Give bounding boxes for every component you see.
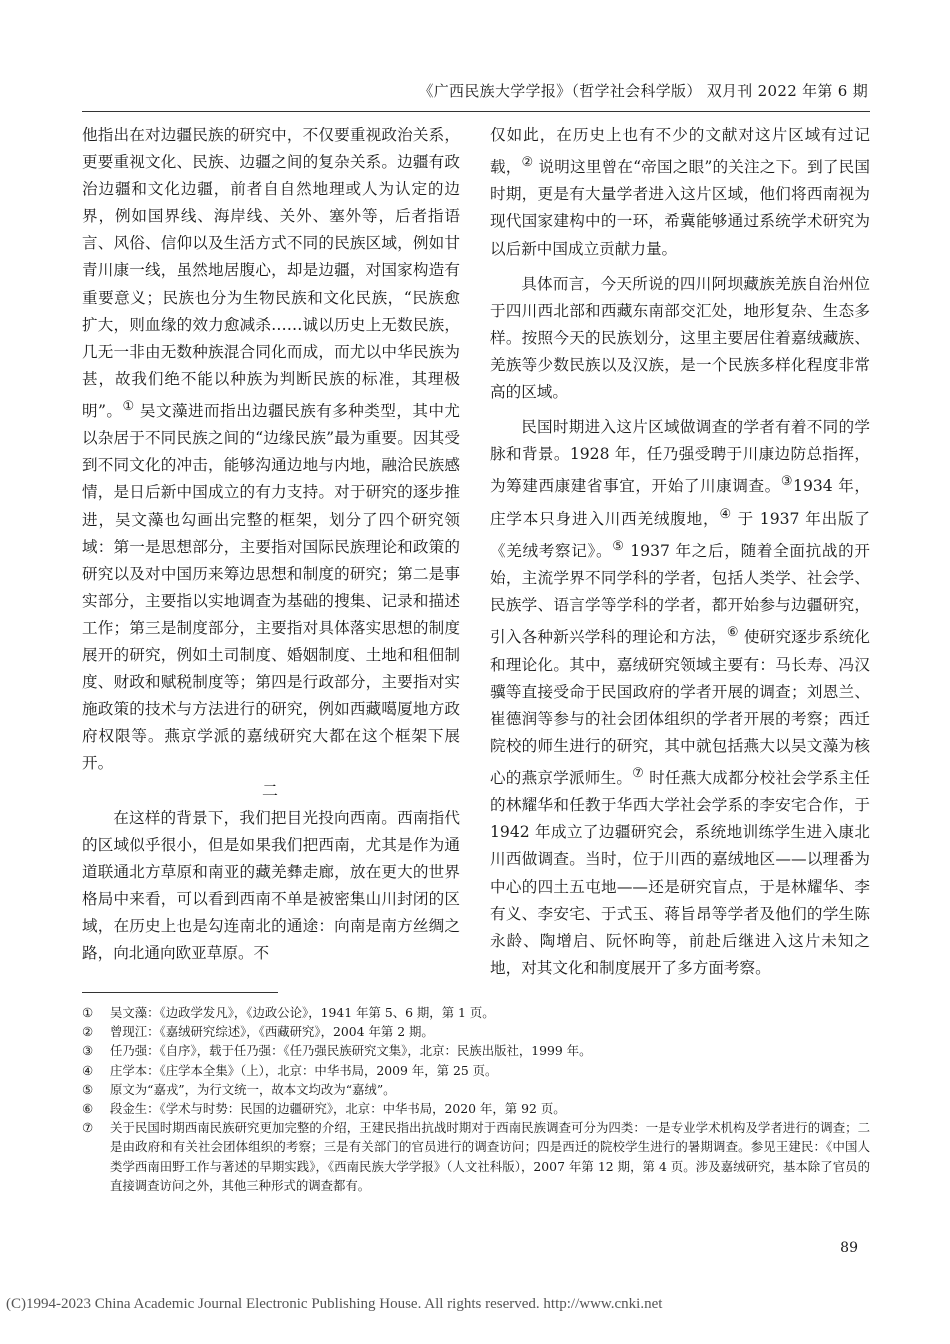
- page-number: 89: [840, 1240, 858, 1256]
- right-para1-text-b: 说明这里曾在“帝国之眼”的关注之下。到了民国时期，更是有大量学者进入这片区域，他们将西南视为现代国家建构中的一环，希冀能够通过系统学术研究为以后新中国成立贡献力量。: [490, 158, 871, 258]
- right-para3-text-e: 使研究逐步系统化和理论化。其中，嘉绒研究领域主要有：马长寿、冯汉骥等直接受命于民国政府的学者开展的调查；刘恩兰、崔德润等参与的社会团体组织的学者开展的考察；西迁院校的师生进行的研究，其中就包括燕大以吴文藻为核心的燕京学派师生。: [490, 628, 870, 788]
- right-para1-text: 仅如此，在历史上也有不少的文献对这片区域有过记载，: [490, 126, 870, 177]
- footnote-mark: ②: [82, 1024, 94, 1040]
- footnote-text: 庄学本：《庄学本全集》（上），北京：中华书局，2009 年，第 25 页。: [110, 1062, 498, 1078]
- footnote: [82, 1080, 870, 1099]
- footnote-separator: [82, 992, 278, 993]
- footnote-mark: ⑥: [82, 1101, 94, 1117]
- footnote-ref-3[interactable]: ③: [780, 474, 794, 490]
- left-para1-text: 他指出在对边疆民族的研究中，不仅要重视政治关系，更要重视文化、民族、边疆之间的复杂关系。边疆有政治边疆和文化边疆，前者自自然地理或人为认定的边界，例如国界线、海岸线、关外、塞外等，后者指语言、风俗、信仰以及生活方式不同的民族区域，例如甘青川康一线，虽然地居腹心，却是边疆，对国家构造有重要意义；民族也分为生物民族和文化民族，“民族愈扩大，则血缘的效力愈减杀……诚以历史上无数民族，几无一非由无数种族混合同化而成，而尤以中华民族为甚，故我们绝不能以种族为判断民族的标准，其理极明”。: [82, 126, 460, 421]
- left-paragraph-1: [82, 122, 460, 777]
- footnote-mark: ⑤: [82, 1081, 94, 1097]
- left-para1-text-b: 吴文藻进而指出边疆民族有多种类型，其中尤以杂居于不同民族之间的“边缘民族”最为重要。因其受到不同文化的冲击，能够沟通边地与内地，融洽民族感情，是日后新中国成立的有力支持。对于研究的逐步推进，吴文藻也勾画出完整的框架，划分了四个研究领域：第一是思想部分，主要指对国际民族理论和政策的研究以及对中国历来筹边思想和制度的研究；第二是事实部分，主要指以实地调查为基础的搜集、记录和描述工作；第三是制度部分，主要指对具体落实思想的制度展开的研究，例如土司制度、婚姻制度、土地和租佃制度、财政和赋税制度等；第四是行政部分，主要指对实施政策的技术与方法进行的研究，例如西藏噶厦地方政府权限等。燕京学派的嘉绒研究大都在这个框架下展开。: [82, 402, 460, 773]
- footnote: [82, 1061, 870, 1080]
- footnote-mark: ⑦: [82, 1120, 94, 1136]
- footnote-text: 曾现江：《嘉绒研究综述》，《西藏研究》，2004 年第 2 期。: [110, 1024, 434, 1040]
- footnote-ref-5[interactable]: ⑤: [612, 538, 625, 554]
- footnote-ref-7[interactable]: ⑦: [632, 766, 644, 781]
- footnote-text: 段金生：《学术与时势：民国的边疆研究》，北京：中华书局，2020 年，第 92 页。: [110, 1101, 566, 1117]
- left-column: [82, 122, 460, 967]
- footnote-text: 吴文藻：《边政学发凡》，《边政公论》，1941 年第 5、6 期，第 1 页。: [110, 1005, 495, 1020]
- left-paragraph-2: 在这样的背景下，我们把目光投向西南。西南指代的区域似乎很小，但是如果我们把西南，尤其是作为通道联通北方草原和南亚的藏羌彝走廊，放在更大的世界格局中来看，可以看到西南不单是被密集山川封闭的区域，在历史上也是勾连南北的通途：向南是南方丝绸之路，向北通向欧亚草原。不: [82, 808, 460, 962]
- header-rule: [82, 111, 870, 112]
- footnote-mark: ③: [82, 1043, 94, 1059]
- footnote: [82, 1099, 870, 1118]
- right-para3-text-f: 时任燕大成都分校社会学系主任的林耀华和任教于华西大学社会学系的李安宅合作，于 1942 年成立了边疆研究会，系统地训练学生进入康北川西做调查。当时，位于川西的嘉绒地区——以理番为中心的四土五屯地——还是研究盲点，于是林耀华、李有义、李安宅、于式玉、蒋旨昂等学者及他们的学生陈永龄、陶增启、阮怀昫等，前赴后继进入这片未知之地，对其文化和制度展开了多方面考察。: [490, 769, 870, 977]
- footnote: [82, 1041, 870, 1060]
- right-paragraph-3: [490, 414, 870, 982]
- right-para3-text-c: 于 1937 年出版了《羌绒考察记》。: [490, 509, 870, 561]
- right-para3-text-a: 民国时期进入这片区域做调查的学者有着不同的学脉和背景。1928 年，任乃强受聘于川康边防总指挥，为筹建西康建省事宜，开始了川康调查。: [490, 418, 870, 496]
- section-heading: 二: [261, 781, 280, 801]
- footnote: [82, 1022, 870, 1041]
- footnote-ref-4[interactable]: ④: [719, 506, 732, 522]
- footnote-text: 任乃强：《自序》，载于任乃强：《任乃强民族研究文集》，北京：民族出版社，1999 年。: [110, 1043, 592, 1059]
- right-paragraph-1: [490, 122, 870, 263]
- copyright-line: (C)1994-2023 China Academic Journal Electronic Publishing House. All rights reserved. http://www.cnki.net: [6, 1296, 663, 1312]
- right-column: [490, 122, 870, 982]
- footnote-mark: ①: [82, 1005, 94, 1020]
- footnote-ref-6[interactable]: ⑥: [726, 625, 739, 641]
- right-para3-text-d: 1937 年之后，随着全面抗战的开始，主流学界不同学科的学者，包括人类学、社会学、民族学、语言学等学科的学者，都开始参与边疆研究，引入各种新兴学科的理论和方法，: [490, 542, 870, 647]
- footnote-ref-1[interactable]: ①: [122, 398, 135, 414]
- footnote-text: 关于民国时期西南民族研究更加完整的介绍，王建民指出抗战时期对于西南民族调查可分为四类：一是专业学术机构及学者进行的调查；二是由政府和有关社会团体组织的考察；三是有关部门的官员进行的调查访问；四是西迁的院校学生进行的暑期调查。参见王建民：《中国人类学西南田野工作与著述的早期实践》，《西南民族大学学报》（人文社科版），2007 年第 12 期，第 4 页。涉及嘉绒研究，基本除了官员的直接调查访问之外，其他三种形式的调查都有。: [110, 1120, 870, 1193]
- footnote: [82, 1118, 870, 1195]
- footnotes: [82, 1003, 870, 1195]
- running-header: 《广西民族大学学报》（哲学社会科学版） 双月刊 2022 年第 6 期: [418, 82, 868, 100]
- right-para3-text-b: 1934 年，庄学本只身进入川西羌绒腹地，: [490, 477, 870, 528]
- footnote: [82, 1003, 870, 1022]
- right-paragraph-2: 具体而言，今天所说的四川阿坝藏族羌族自治州位于四川西北部和西藏东南部交汇处，地形复杂、生态多样。按照今天的民族划分，这里主要居住着嘉绒藏族、羌族等少数民族以及汉族，是一个民族多样化程度非常高的区域。: [490, 274, 870, 402]
- footnote-text: 原文为“嘉戎”，为行文统一，故本文均改为“嘉绒”。: [110, 1081, 396, 1097]
- footnote-mark: ④: [82, 1062, 94, 1078]
- footnote-ref-2[interactable]: ②: [521, 155, 534, 171]
